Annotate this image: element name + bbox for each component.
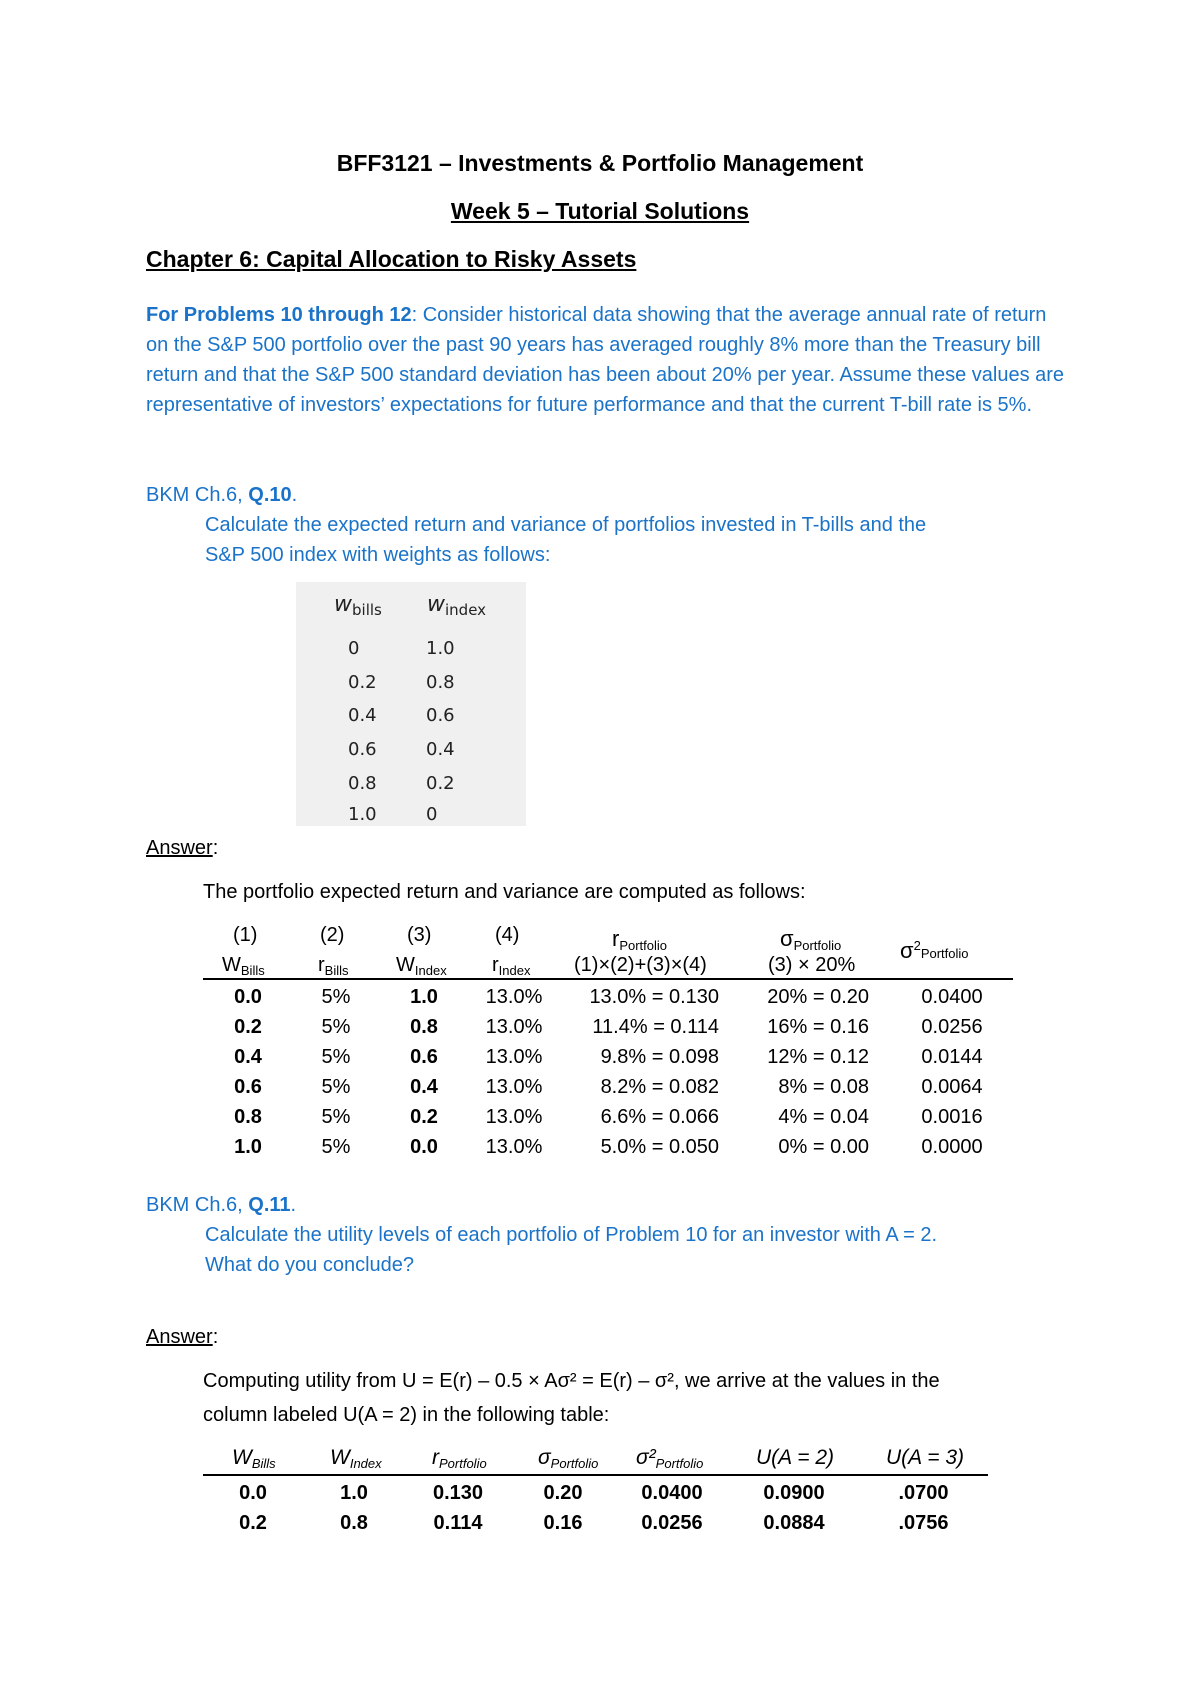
table-row: 0.0 1.0 0.130 0.20 0.0400 0.0900 .0700 (239, 1481, 949, 1504)
q11-formula-line2: column labeled U(A = 2) in the following table: (203, 1404, 610, 1426)
h-rindex: $r_{Index}$ (492, 954, 531, 978)
h-rport: $r_{Portfolio}$ (612, 926, 668, 953)
col-num: (3) (407, 924, 432, 946)
w-bills-cell: 0.4 (348, 705, 377, 726)
table-row: 0.8 5% 0.2 13.0% 6.6% = 0.066 4% = 0.04 0.0016 (234, 1105, 983, 1128)
q10-ref-q: Q.10 (248, 484, 292, 506)
w-bills-cell: 0.2 (348, 672, 377, 693)
q10-line1: Calculate the expected return and variance of portfolios invested in T-bills and the (205, 514, 927, 536)
q10-ref-suffix: . (291, 484, 298, 506)
u-h-windex: $W_{Index}$ (330, 1446, 382, 1471)
chapter-title-text: Chapter 6: Capital Allocation to Risky Assets (146, 246, 637, 272)
u-h-rport: $r_{Portfolio}$ (432, 1446, 487, 1471)
w-index-cell: 1.0 (426, 638, 455, 659)
table-row: 0.4 5% 0.6 13.0% 9.8% = 0.098 12% = 0.12 0.0144 (234, 1045, 983, 1068)
q10-results-body (203, 982, 1013, 1162)
w-bills-cell: 0.6 (348, 739, 377, 760)
header-rule (203, 978, 1013, 980)
q11-reference: BKM Ch.6, Q.11. (146, 1194, 297, 1216)
table-row: 0.0 5% 1.0 13.0% 13.0% = 0.130 20% = 0.20 0.0400 (234, 985, 983, 1008)
w-index-cell: 0 (426, 804, 438, 825)
col-num: (4) (495, 924, 520, 946)
h-rport-formula: (1)×(2)+(3)×(4) (574, 954, 707, 976)
w-bills-cell: 1.0 (348, 804, 377, 825)
table-row: 0.6 5% 0.4 13.0% 8.2% = 0.082 8% = 0.08 0.0064 (234, 1075, 983, 1098)
course-title: BFF3121 – Investments & Portfolio Management (336, 150, 864, 176)
h-windex: $W_{Index}$ (396, 954, 447, 978)
h-var: $\sigma^2Portfolio$ (900, 938, 969, 963)
u-h-sport: $\sigma_{Portfolio}$ (538, 1446, 599, 1471)
q11-answer-label: Answer: (146, 1326, 219, 1348)
w-bills-cell: 0.8 (348, 773, 377, 794)
w-index-cell: 0.6 (426, 705, 455, 726)
q11-line1: Calculate the utility levels of each portfolio of Problem 10 for an investor with A = 2. (205, 1224, 938, 1246)
u-h-var: $\sigma^2_{Portfolio}$ (636, 1446, 704, 1471)
q10-line2: S&P 500 index with weights as follows: (205, 544, 551, 566)
w-bills-cell: 0 (348, 638, 360, 659)
table-row: 1.0 5% 0.0 13.0% 5.0% = 0.050 0% = 0.00 0.0000 (234, 1135, 983, 1158)
q10-answer-label: Answer: (146, 837, 219, 859)
intro-lead: For Problems 10 through 12 (146, 304, 412, 326)
u-h-u3: U(A = 3) (886, 1446, 964, 1469)
u-h-u2: U(A = 2) (756, 1446, 834, 1469)
w-index-header: $w_{index}$ (427, 592, 487, 619)
h-wbills: $W_{Bills}$ (222, 954, 265, 978)
q11-formula-line1: Computing utility from U = E(r) – 0.5 × Aσ² = E(r) – σ², we arrive at the values in the (203, 1370, 940, 1392)
w-index-cell: 0.4 (426, 739, 455, 760)
q11-utility-table (203, 1478, 988, 1538)
col-num: (1) (233, 924, 258, 946)
table-row: 0.2 0.8 0.114 0.16 0.0256 0.0884 .0756 (239, 1511, 949, 1534)
intro-text: : Consider historical data showing that the average annual rate of return on the S&P 500 portfolio over the past 90 years has averaged roughly 8% more than the Treasury bill return and that the S&P 500 standard deviation has been about 20% per year. Assume these values are representative of investors’ expectations for future performance and that the current T-bill rate is 5%. (146, 304, 1065, 416)
h-sport-formula: (3) × 20% (768, 954, 856, 976)
h-rbills: $r_{Bills}$ (318, 954, 349, 978)
h-sport: $\sigma_{Portfolio}$ (780, 926, 842, 953)
week-title-text: Week 5 – Tutorial Solutions (450, 198, 750, 224)
col-num: (2) (320, 924, 345, 946)
q10-answer-text: The portfolio expected return and variance are computed as follows: (203, 881, 806, 903)
u-header-rule (203, 1474, 988, 1476)
q10-ref-prefix: BKM Ch.6, (146, 484, 249, 506)
u-h-wbills: $W_{Bills}$ (232, 1446, 276, 1471)
q11-line2: What do you conclude? (205, 1254, 415, 1276)
w-bills-header: $w_{bills}$ (334, 592, 382, 619)
w-index-cell: 0.2 (426, 773, 455, 794)
w-index-cell: 0.8 (426, 672, 455, 693)
table-row: 0.2 5% 0.8 13.0% 11.4% = 0.114 16% = 0.16 0.0256 (234, 1015, 983, 1038)
